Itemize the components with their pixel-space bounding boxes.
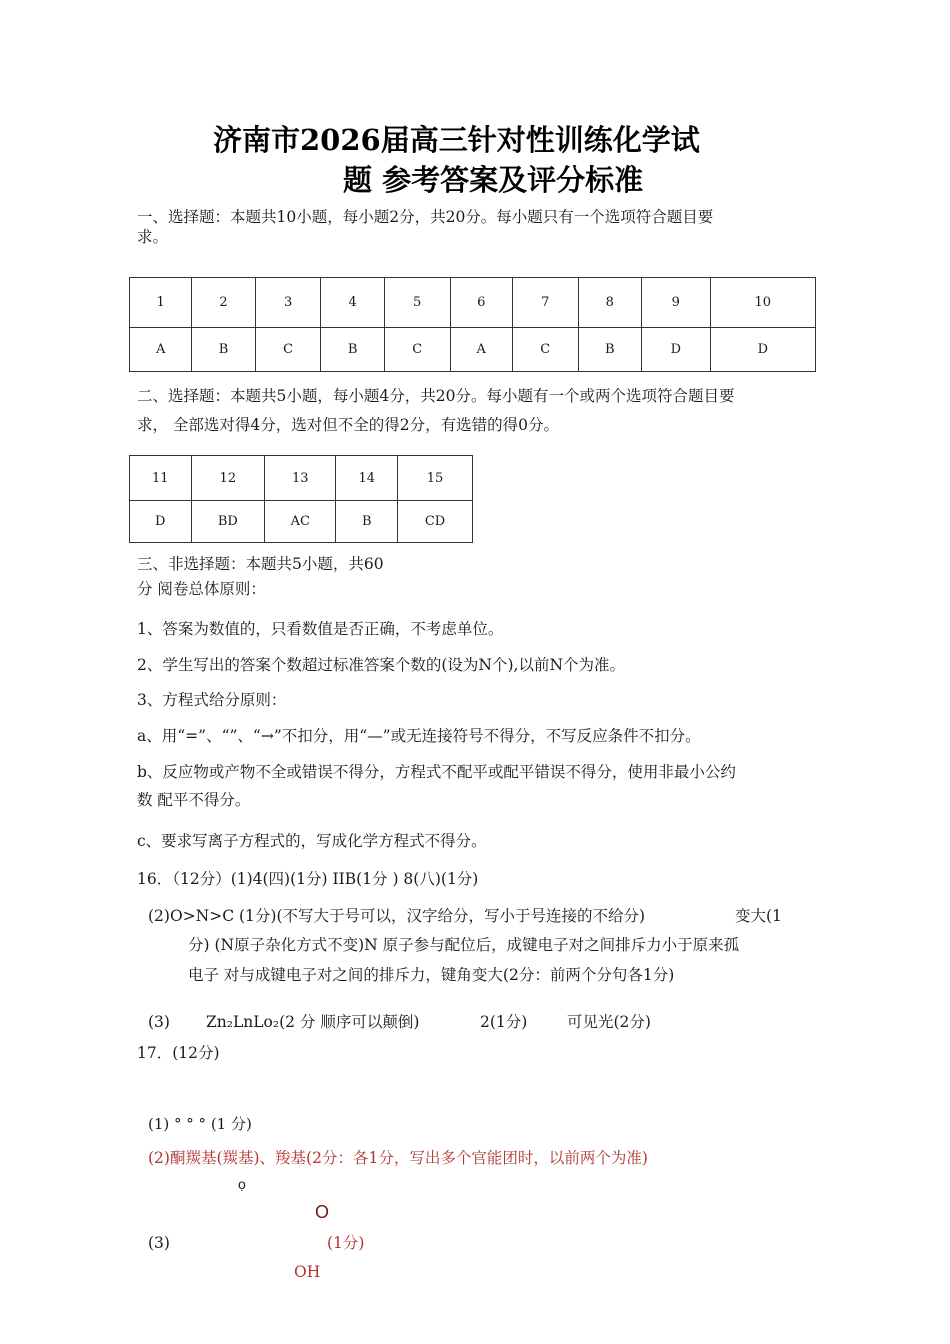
section2-answer-row xyxy=(130,501,473,543)
table-cell: 15 xyxy=(398,456,473,501)
table-cell: D xyxy=(130,501,192,543)
section3-intro-line1: 三、非选择题：本题共5小题，共60 xyxy=(137,555,384,573)
q16-part3-label: (3) xyxy=(148,1013,170,1031)
rule-b-line2: 数 配平不得分。 xyxy=(137,791,251,809)
section3-intro-line2: 分 阅卷总体原则： xyxy=(137,580,266,598)
q16-part3-light: 可见光(2分) xyxy=(567,1013,651,1031)
q16-line2-tail: 变大(1 xyxy=(735,907,782,925)
table-cell: B xyxy=(192,328,255,372)
q17-part3-score: (1分) xyxy=(327,1234,365,1252)
structure-hydroxyl-label: OH xyxy=(294,1263,321,1281)
q17-heading: 17．(12分) xyxy=(137,1044,220,1062)
structure-oxygen-label: O xyxy=(315,1202,330,1222)
table-cell: 12 xyxy=(191,456,265,501)
table-cell: D xyxy=(641,328,710,372)
table-cell: 10 xyxy=(710,278,815,328)
q16-line4: 电子 对与成键电子对之间的排斥力，键角变大(2分：前两个分句各1分) xyxy=(188,966,675,984)
table-cell: B xyxy=(321,328,384,372)
table-cell: A xyxy=(450,328,512,372)
table-cell: 11 xyxy=(130,456,192,501)
q16-line2-main: (2)O>N>C (1分)(不写大于号可以，汉字给分，写小于号连接的不给分) xyxy=(148,907,646,925)
table-cell: 2 xyxy=(192,278,255,328)
q16-part3-formula: Zn₂LnLo₂(2 分 顺序可以颠倒) xyxy=(206,1013,420,1031)
table-cell: B xyxy=(336,501,398,543)
rule-1: 1、答案为数值的，只看数值是否正确，不考虑单位。 xyxy=(137,620,504,638)
table-cell: 14 xyxy=(336,456,398,501)
table-cell: 13 xyxy=(265,456,336,501)
table-cell: CD xyxy=(398,501,473,543)
title-line-1: 济南市2026届高三针对性训练化学试 xyxy=(213,123,700,157)
structure-glyph: ọ xyxy=(238,1176,246,1192)
section1-number-row xyxy=(130,278,816,328)
section1-answer-row xyxy=(130,328,816,372)
q16-line3: 分) (N原子杂化方式不变)N 原子参与配位后，成键电子对之间排斥力小于原来孤 xyxy=(188,936,740,954)
q17-part3-label: (3) xyxy=(148,1234,170,1252)
table-cell: 5 xyxy=(384,278,450,328)
table-cell: A xyxy=(130,328,192,372)
table-cell: C xyxy=(512,328,578,372)
section2-intro-line2: 求， 全部选对得4分，选对但不全的得2分，有选错的得0分。 xyxy=(137,416,560,434)
q17-part1: (1) ° ° ° (1 分) xyxy=(148,1115,252,1133)
section2-answer-table xyxy=(129,455,473,543)
table-cell: B xyxy=(578,328,641,372)
q16-line1: 16．（12分）(1)4(四)(1分) IIB(1分 ) 8(八)(1分) xyxy=(137,870,479,888)
q16-part3-count: 2(1分) xyxy=(480,1013,528,1031)
table-cell: 6 xyxy=(450,278,512,328)
table-cell: 8 xyxy=(578,278,641,328)
table-cell: BD xyxy=(191,501,265,543)
section1-answer-table xyxy=(129,277,816,372)
table-cell: D xyxy=(710,328,815,372)
rule-3: 3、方程式给分原则： xyxy=(137,691,287,709)
section1-intro-line2: 求。 xyxy=(137,228,169,246)
rule-2: 2、学生写出的答案个数超过标准答案个数的(设为N个),以前N个为准。 xyxy=(137,656,626,674)
table-cell: 3 xyxy=(255,278,321,328)
q17-part2: (2)酮羰基(羰基)、羧基(2分：各1分，写出多个官能团时，以前两个为准) xyxy=(148,1149,648,1167)
section2-number-row xyxy=(130,456,473,501)
rule-a: a、用“=”、“”、“→”不扣分，用“—”或无连接符号不得分，不写反应条件不扣分。 xyxy=(137,727,701,745)
section1-intro-line1: 一、选择题：本题共10小题，每小题2分，共20分。每小题只有一个选项符合题目要 xyxy=(137,208,714,226)
table-cell: 9 xyxy=(641,278,710,328)
table-cell: 4 xyxy=(321,278,384,328)
rule-c: c、要求写离子方程式的，写成化学方程式不得分。 xyxy=(137,832,487,850)
title-line-2: 题 参考答案及评分标准 xyxy=(343,163,644,197)
section2-intro-line1: 二、选择题：本题共5小题，每小题4分，共20分。每小题有一个或两个选项符合题目要 xyxy=(137,387,735,405)
table-cell: 7 xyxy=(512,278,578,328)
table-cell: C xyxy=(384,328,450,372)
table-cell: AC xyxy=(265,501,336,543)
rule-b-line1: b、反应物或产物不全或错误不得分，方程式不配平或配平错误不得分，使用非最小公约 xyxy=(137,763,736,781)
table-cell: C xyxy=(255,328,321,372)
table-cell: 1 xyxy=(130,278,192,328)
